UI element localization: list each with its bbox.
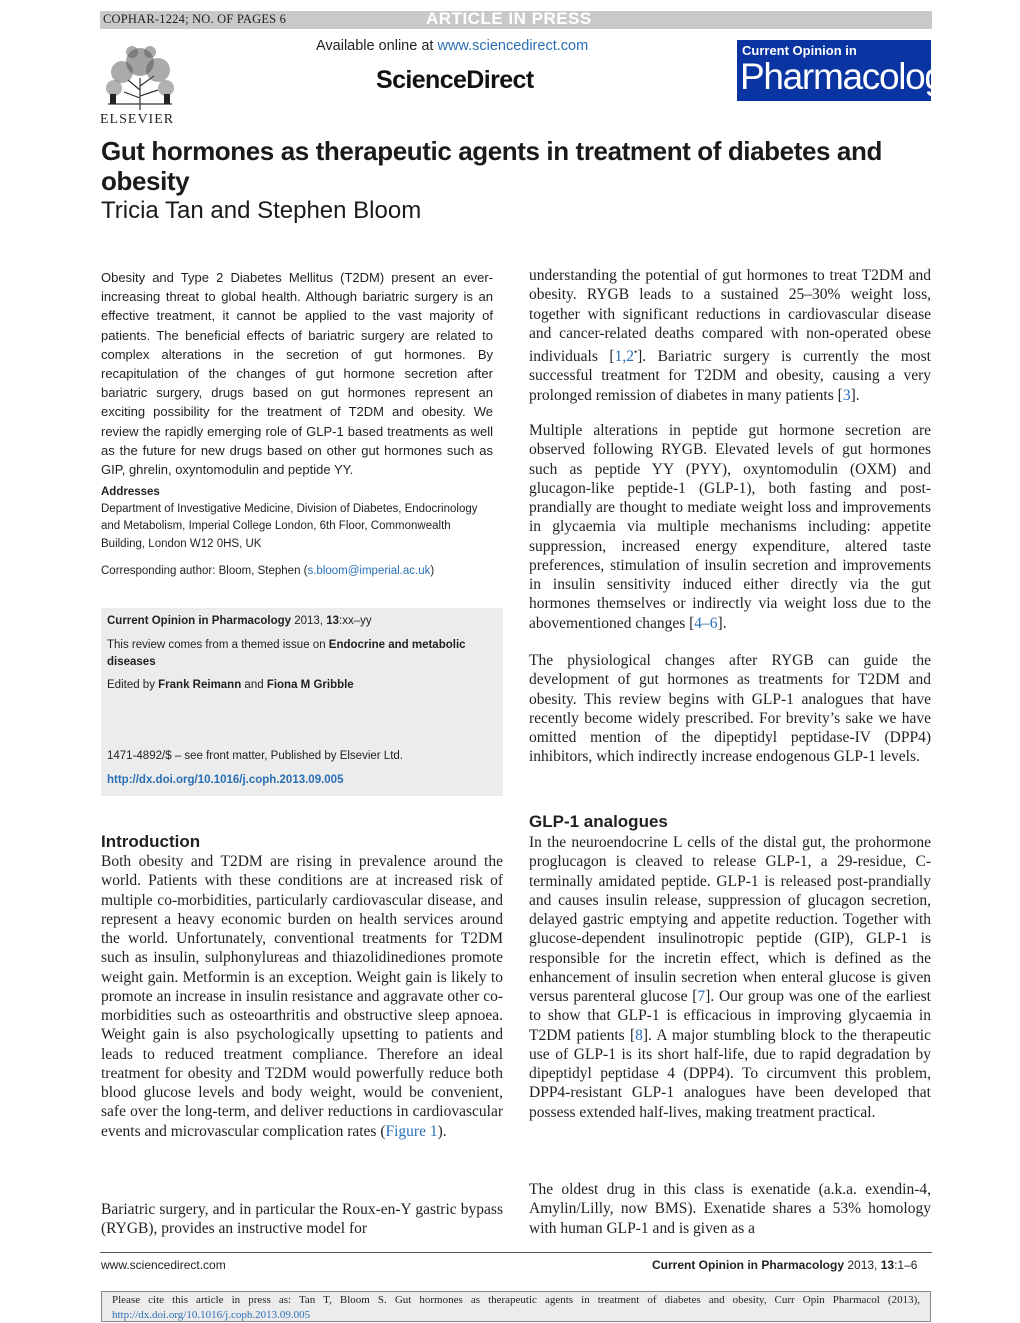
right-paragraph-3: The physiological changes after RYGB can guide the development of gut hormones as treatments for T2DM and obesity. This review begins with GLP-1 analogues that have recently become widely prescribed. For brevity’s sake we have omitted mention of the dipeptidyl peptidase-IV (DPP4) inhibitors, which indirectly increase endogenous GLP-1 levels. bbox=[529, 652, 931, 766]
issue-year: 2013, bbox=[291, 615, 327, 627]
article-in-press-label: ARTICLE IN PRESS bbox=[426, 9, 592, 28]
footer-divider bbox=[100, 1252, 932, 1253]
rp1-text-b: ]. Bariatric surgery is currently the most successful treatment for T2DM and obesity, causing a very prolonged remission of diabetes in many patients [ bbox=[529, 348, 931, 404]
ref-star: • bbox=[633, 347, 638, 357]
doc-reference: COPHAR-1224; NO. OF PAGES 6 bbox=[103, 12, 287, 26]
intro-p1-text: Both obesity and T2DM are rising in prevalence around the world. Patients with these conditions are at increased risk of multiple co-morbidities, particularly cardiovascular disease, and represent a heavy economic burden on health services around the world. Unfortunately, conventional treatments for T2DM such as insulin, sulphonylureas and thiazolidinediones promote weight gain. Metformin is an exception. Weight gain is likely to promote an increase in insulin resistance and aggravate other co-morbidities such as osteoarthritis and obstructive sleep apnoea. Weight gain is also psychologically upsetting to patients and leads to reduced treatment compliance. Therefore an ideal treatment for obesity and T2DM would powerfully reduce both blood glucose levels and body weight, would be convenient, safe over the long-term, and deliver reductions in cardiovascular events and microvascular complication rates ( bbox=[101, 853, 503, 1140]
issue-citation bbox=[107, 613, 499, 630]
g1-text-b: ]. Our group was one of the earliest to show that GLP-1 is efficacious in improving glycaemia in T2DM patients [ bbox=[529, 988, 931, 1044]
doi-link[interactable]: http://dx.doi.org/10.1016/j.coph.2013.09.005 bbox=[107, 774, 344, 786]
issue-info-box bbox=[101, 608, 503, 796]
edited-prefix: Edited by bbox=[107, 679, 159, 691]
footer-citation bbox=[652, 1258, 917, 1272]
issue-volume: 13 bbox=[326, 615, 339, 627]
glp1-paragraph-1 bbox=[529, 833, 931, 1122]
addresses: Department of Investigative Medicine, Division of Diabetes, Endocrinology and Metabolism, Imperial College London, 6th Floor, Commonwealth Building, London W12 0HS, UK bbox=[101, 503, 478, 550]
intro-p1-end: ). bbox=[437, 1122, 447, 1140]
addresses-heading: Addresses bbox=[101, 486, 160, 498]
rp2-text-b: ]. bbox=[717, 614, 727, 632]
editor-and: and bbox=[241, 679, 267, 691]
ref-1-2-link[interactable]: 1,2 bbox=[614, 348, 634, 366]
abstract: Obesity and Type 2 Diabetes Mellitus (T2DM) present an ever-increasing threat to global health. Although bariatric surgery is an effective treatment, it cannot be applied to the vast majority of patients. The beneficial effects of bariatric surgery are related to complex alterations in the secretion of gut hormones. By recapitulation of the changes of gut hormone secretion after bariatric surgery, drugs based on gut hormones represent an exciting possibility for the treatment of T2DM and obesity. We review the rapidly emerging role of GLP-1 based treatments as well as the future for new drugs based on other gut hormones such as GIP, ghrelin, oxyntomodulin and peptide YY. bbox=[101, 270, 493, 478]
author-email-link[interactable]: s.bloom@imperial.ac.uk bbox=[307, 565, 431, 577]
available-online-text: Available online at bbox=[316, 38, 434, 54]
themed-issue bbox=[107, 637, 499, 671]
glp1-heading: GLP-1 analogues bbox=[529, 812, 668, 831]
article-authors: Tricia Tan and Stephen Bloom bbox=[101, 197, 422, 224]
rp1-text-a: understanding the potential of gut hormones to treat T2DM and obesity. RYGB leads to a sustained 25–30% weight loss, together with significant reductions in cardiovascular disease and cancer-related deaths compared with non-operated obese individuals [ bbox=[529, 267, 931, 366]
elsevier-wordmark: ELSEVIER bbox=[100, 112, 175, 127]
sciencedirect-link[interactable]: www.sciencedirect.com bbox=[437, 38, 589, 54]
themed-prefix: This review comes from a themed issue on bbox=[107, 639, 329, 651]
footer-journal: Current Opinion in Pharmacology bbox=[652, 1258, 845, 1272]
sciencedirect-logo: ScienceDirect bbox=[376, 66, 534, 94]
footer-volume: 13 bbox=[880, 1258, 895, 1272]
right-paragraph-2 bbox=[529, 421, 931, 633]
g1-text-a: In the neuroendocrine L cells of the distal gut, the prohormone proglucagon is cleaved to release GLP-1, a 29-residue, C-terminally amidated peptide. GLP-1 is released post-prandially and causes insulin release, suppression of glucagon secretion, delayed gastric emptying and appetite reduction. Together with glucose-dependent insulinotropic peptide (GIP), GLP-1 is responsible for the incretin effect, which is defined as the enhancement of insulin secretion when enteral glucose is given versus parenteral glucose [ bbox=[529, 834, 931, 1005]
issue-journal: Current Opinion in Pharmacology bbox=[107, 615, 292, 627]
corresponding-suffix: ) bbox=[430, 565, 435, 577]
footer-pages: :1–6 bbox=[894, 1258, 918, 1272]
introduction-paragraph-1 bbox=[101, 852, 503, 1141]
journal-logo bbox=[737, 40, 961, 101]
rp1-text-c: ]. bbox=[850, 386, 860, 404]
themed-topic: Endocrine and metabolic diseases bbox=[107, 639, 466, 668]
cite-box bbox=[101, 1291, 931, 1322]
cite-doi-link[interactable]: http://dx.doi.org/10.1016/j.coph.2013.09.005 bbox=[112, 1308, 311, 1321]
ref-7-link[interactable]: 7 bbox=[697, 988, 706, 1005]
glp1-paragraph-2: The oldest drug in this class is exenatide (a.k.a. exendin-4, Amylin/Lilly, now BMS). Exenatide shares a 53% homology with human GLP-1 and is given as a bbox=[529, 1181, 931, 1237]
editor-1: Frank Reimann bbox=[158, 679, 242, 691]
rp2-text-a: Multiple alterations in peptide gut hormone secretion are observed following RYGB. Elevated levels of gut hormones such as peptide YY (PYY), oxyntomodulin (OXM) and glucagon-like peptide-1 (GLP-1), both fasting and post-prandially are thought to mediate weight loss and improvements in glycaemia via multiple mechanisms including: appetite suppression, increased energy expenditure, altered taste preferences, stimulation of insulin secretion and improvements in insulin sensitivity induced either directly via the gut hormones themselves or indirectly via weight loss due to the abovementioned changes [ bbox=[529, 422, 931, 632]
g1-text-c: ]. A major stumbling block to the therapeutic use of GLP-1 is its short half-life, due to rapid degradation by dipeptidyl peptidase 4 (DPP4). To circumvent this problem, DPP4-resistant GLP-1 analogues have been developed that possess extended half-lives, making treatment practical. bbox=[529, 1026, 931, 1121]
footer-site: www.sciencedirect.com bbox=[101, 1258, 226, 1272]
issn: 1471-4892/$ – see front matter, Published by Elsevier Ltd. bbox=[107, 750, 403, 762]
footer-year: 2013, bbox=[844, 1258, 881, 1272]
article-title: Gut hormones as therapeutic agents in treatment of diabetes and obesity bbox=[101, 136, 882, 196]
available-online bbox=[316, 38, 588, 54]
edited-by bbox=[107, 677, 499, 694]
ref-4-6-link[interactable]: 4–6 bbox=[694, 614, 718, 632]
journal-logo-line1: Current Opinion in bbox=[742, 43, 857, 58]
cite-text: Please cite this article in press as: Tan T, Bloom S. Gut hormones as therapeutic agents in treatment of diabetes and obesity, Curr Opin Pharmacol (2013), bbox=[112, 1294, 920, 1306]
introduction-paragraph-2: Bariatric surgery, and in particular the Roux-en-Y gastric bypass (RYGB), provides an instructive model for bbox=[101, 1201, 503, 1238]
figure-1-link[interactable]: Figure 1 bbox=[385, 1122, 438, 1140]
journal-logo-line2: Pharmacology bbox=[740, 56, 961, 97]
ref-3-link[interactable]: 3 bbox=[842, 386, 851, 404]
issue-pages: :xx–yy bbox=[339, 615, 372, 627]
ref-8-link[interactable]: 8 bbox=[635, 1026, 643, 1044]
editor-2: Fiona M Gribble bbox=[266, 679, 354, 691]
corresponding-prefix: Corresponding author: Bloom, Stephen ( bbox=[101, 565, 308, 577]
introduction-heading: Introduction bbox=[101, 832, 201, 851]
corresponding-author bbox=[101, 565, 434, 577]
right-paragraph-1 bbox=[529, 266, 931, 405]
